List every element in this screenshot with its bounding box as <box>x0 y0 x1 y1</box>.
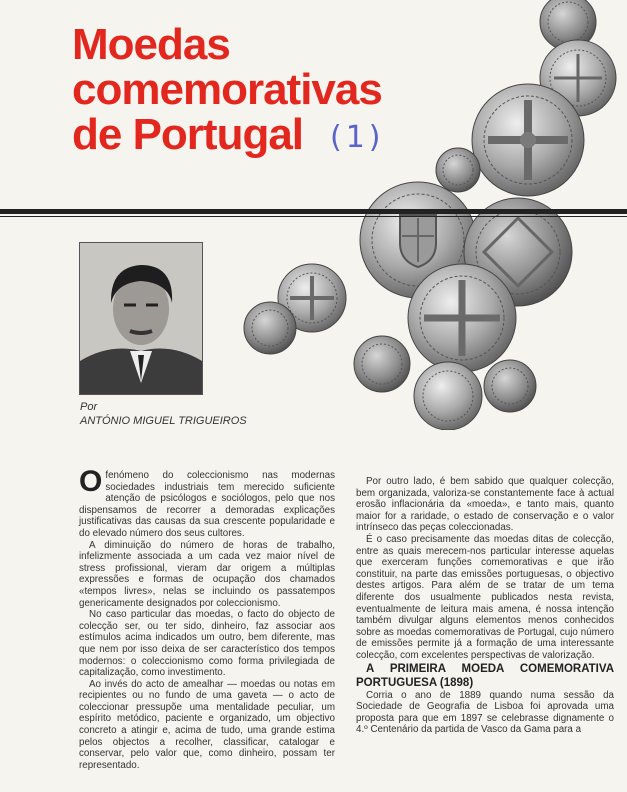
paragraph-3: No caso particular das moedas, o facto do objecto de colecção ser, ou ter sido, dinheiro, faz associar aos estímulos acima indicados um outro, bem diferente, mas que nem por isso deixa de ser característico dos tempos modernos: o coleccionismo como forma privilegiada de capitalização, como investimento. <box>79 609 335 679</box>
paragraph-1: O fenómeno do coleccionismo nas modernas sociedades industriais tem merecido suficiente atenção de psicólogos e sociólogos, pelo que nos dispensamos de recorrer a demoradas explicações justificativas das causas da sua crescente popularidade e do elevado número dos seus cultores. <box>79 465 335 539</box>
section-heading: A PRIMEIRA MOEDA COMEMORATIVA PORTUGUESA (1898) <box>356 662 614 689</box>
paragraph-6: É o caso precisamente das moedas ditas de colecção, entre as quais merecem-nos particular interesse aquelas que exerceram funções comemorativas e que irão constituir, na parte das emissões portuguesas, o objectivo destes artigos. Para além de se tratar de um tema diferente dos usualmente publicados nesta revista, eventualmente de leitura mais amena, é nossa intenção também divulgar alguns elementos menos conhecidos sobre as moedas comemorativas de Portugal, cujo número de emissões permite já a formação de uma interessante colecção, com excelentes perspectivas de valorização. <box>356 533 614 661</box>
handwritten-part-number: (1) <box>330 120 385 155</box>
paragraph-5: Por outro lado, é bem sabido que qualquer colecção, bem organizada, valoriza-se constantemente face à actual erosão inflacionária da «moeda», e tanto mais, quanto maior for a raridade, o estado de conservação e o valor intrínseco das peças coleccionadas. <box>356 476 614 534</box>
article-column-left <box>79 465 335 771</box>
coin-cross-large <box>472 84 584 196</box>
divider-thick <box>0 209 627 214</box>
byline <box>80 400 247 428</box>
title-line-3: de Portugal <box>72 110 304 159</box>
coin-left-small <box>244 302 296 354</box>
drop-cap: O <box>79 465 103 498</box>
coin-small-dark <box>436 148 480 192</box>
coin-bottom-right <box>484 360 536 412</box>
divider-thin <box>0 216 627 217</box>
paragraph-4: Ao invés do acto de amealhar — moedas ou notas em recipientes ou no fundo de uma gaveta — o acto de coleccionar pressupõe uma mentalidade peculiar, um espírito metódico, paciente e organizado, um objectivo concreto a atingir e, acima de tudo, uma grande estima pelos objectos a recolher, classificar, catalogar e conservar, pelo valor que, como dinheiro, possam ter representado. <box>79 678 335 771</box>
author-photo <box>79 242 203 395</box>
article-column-right <box>356 476 614 736</box>
coin-bottom-center <box>414 362 482 430</box>
coins-illustration <box>230 0 627 430</box>
coin-bottom-left <box>354 336 410 392</box>
coin-center <box>408 264 516 372</box>
byline-label: Por <box>80 401 98 413</box>
byline-author: ANTÓNIO MIGUEL TRIGUEIROS <box>80 415 247 427</box>
title-line-1: Moedas <box>72 20 230 69</box>
paragraph-2: A diminuição do número de horas de trabalho, infelizmente associada a um cada vez maior nível de stress profissional, vieram dar origem a múltiplas expressões e formas de ocupação dos chamados «tempos livres», nelas se incluindo os passatempos genericamente designados por coleccionismo. <box>79 539 335 609</box>
paragraph-7: Corria o ano de 1889 quando numa sessão da Sociedade de Geografia de Lisboa foi aprovada uma proposta para que em 1897 se celebrasse dignamente o 4.º Centenário da partida de Vasco da Gama para a <box>356 689 614 736</box>
title-line-2: comemorativas <box>72 65 382 114</box>
